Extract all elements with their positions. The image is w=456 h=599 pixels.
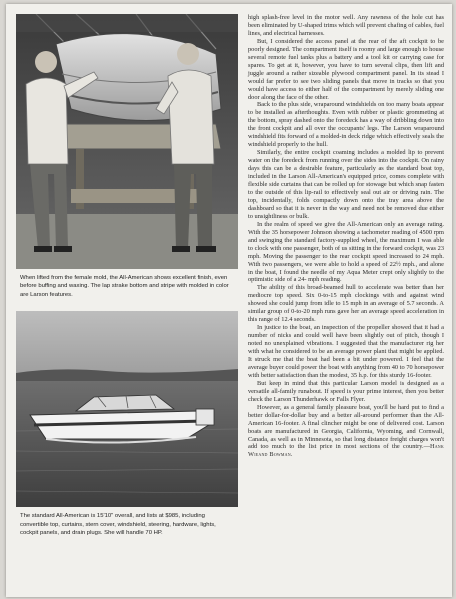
caption-top: When lifted from the female mold, the All-American shows excellent finish, even before buffing and waxing. The lap strake bottom and stripe with molded in color are Larson features. bbox=[20, 275, 229, 298]
author-byline: Hank Wieand Bowman. bbox=[248, 443, 444, 459]
photo-mold-lift bbox=[16, 14, 238, 269]
left-column bbox=[16, 14, 238, 537]
photo-mold-lift-image bbox=[16, 14, 238, 269]
article-paragraph: Back to the plus side, wraparound windshields on too many boats appear to be installed as afterthoughts. Even with rubber or plastic grommeting at the bottom, spray dashed onto the foredeck has a way of dribbling down into the front cockpit and all over the occupants' legs. The Larson wraparound windshield fits forward of a molded-in deck ridge which effectively seals the windshield properly to the hull. bbox=[248, 101, 444, 149]
article-column bbox=[248, 14, 444, 459]
article-paragraph: But keep in mind that this particular Larson model is designed as a versatile all-family runabout. If speed is your prime interest, then you better check the Larson Thunderhawk or Falls Flyer. bbox=[248, 379, 444, 403]
article-paragraph: Similarly, the entire cockpit coaming includes a molded lip to prevent water on the foredeck from running over the sides into the cockpit. On rainy days this can be a desirable feature, particularly as the standard boat top, included in the Larson All-American's equipped price, comes complete with flexible side curtains that can be rolled up for stowage but which snap fasten to the outside of this lip-rail to effectively seal out air or driving rain. The top, incidentally, folds compactly down onto the tray area above the dashboard so that it is never in the way and need not be removed due either to unsightliness or bulk. bbox=[248, 149, 444, 220]
photo-boat-on-water bbox=[16, 311, 238, 507]
article-paragraph: But, I considered the access panel at the rear of the aft cockpit to be poorly designed. The compartment itself is roomy and large enough to house several remote fuel tanks plus a battery and a tool kit or carrying case for spares. To get at it, however, you have to turn several clips, then lift and juggle around a rather sizeable plywood compartment panel. In its stead I would far prefer to see two sliding panels that move in tracks so that you would have access to either half of the compartment by merely sliding one door along the face of the other. bbox=[248, 37, 444, 101]
caption-bottom: The standard All-American is 15'10" overall, and lists at $985, including convertible top, curtains, stern cover, windshield, steering, hardware, lights, cockpit panels, and drain plugs. She will handle 70 HP. bbox=[20, 513, 216, 537]
article-paragraph: high splash-free level in the motor well. Any rawness of the hole cut has been eliminated by U-shaped trims which will prevent chafing of cables, fuel lines, and electrical harnesses. bbox=[248, 14, 444, 37]
photo-boat-on-water-image bbox=[16, 311, 238, 507]
article-paragraph: In justice to the boat, an inspection of the propeller showed that it had a number of nicks and could well have been slightly out of pitch, though I noted no unexplained vibrations. I suggested that the manufacturer rig her with what he considered to be an average power plant that might be applied. It struck me that the boat had been a bit under powered. I feel that the average buyer could power the boat with anything from 40 to 70 horsepower with better satisfaction than the modest, 35 h.p. for this sturdy 16-footer. bbox=[248, 324, 444, 379]
article-paragraph: In the realm of speed we give the All-American only an average rating. With the 35 horsepower Johnson showing a tachometer reading of 4500 rpm and swinging the standard factory-supplied wheel, the maximum I was able to clock with one passenger, both of us sitting in the forward cockpit, was 23 mph. Moving the passenger to the rear cockpit speed increased to 24 mph. With two passengers, we were able to hold a speed of 22½ mph., and alone in the boat, I found the needle of my Aqua Meter crept only slightly to the optimistic side of a 24- mph reading. bbox=[248, 220, 444, 284]
magazine-page bbox=[6, 4, 452, 597]
article-paragraph-final bbox=[248, 404, 444, 460]
article-paragraph-final-text: However, as a general family pleasure boat, you'll be hard put to find a better dollar-for-dollar buy and a better all-around performer than the All-American 16-footer. A final clincher might be one of delivered cost. Larson boats are manufactured in Georgia, California, Wyoming, and Cornwall, Canada, as well as in Minnesota, so that long distance freight charges won't add too much to the list price in most sections of the country.— bbox=[248, 403, 444, 451]
article-paragraph: The ability of this broad-beamed hull to accelerate was better than her mediocre top speed. Six 0-to-15 mph clockings with and against wind showed she could jump from idle to 15 mph in an average of 5.7 seconds. A similar group of 0-to-20 mph runs gave her an average speed acceleration in this range of 12.4 seconds. bbox=[248, 284, 444, 324]
